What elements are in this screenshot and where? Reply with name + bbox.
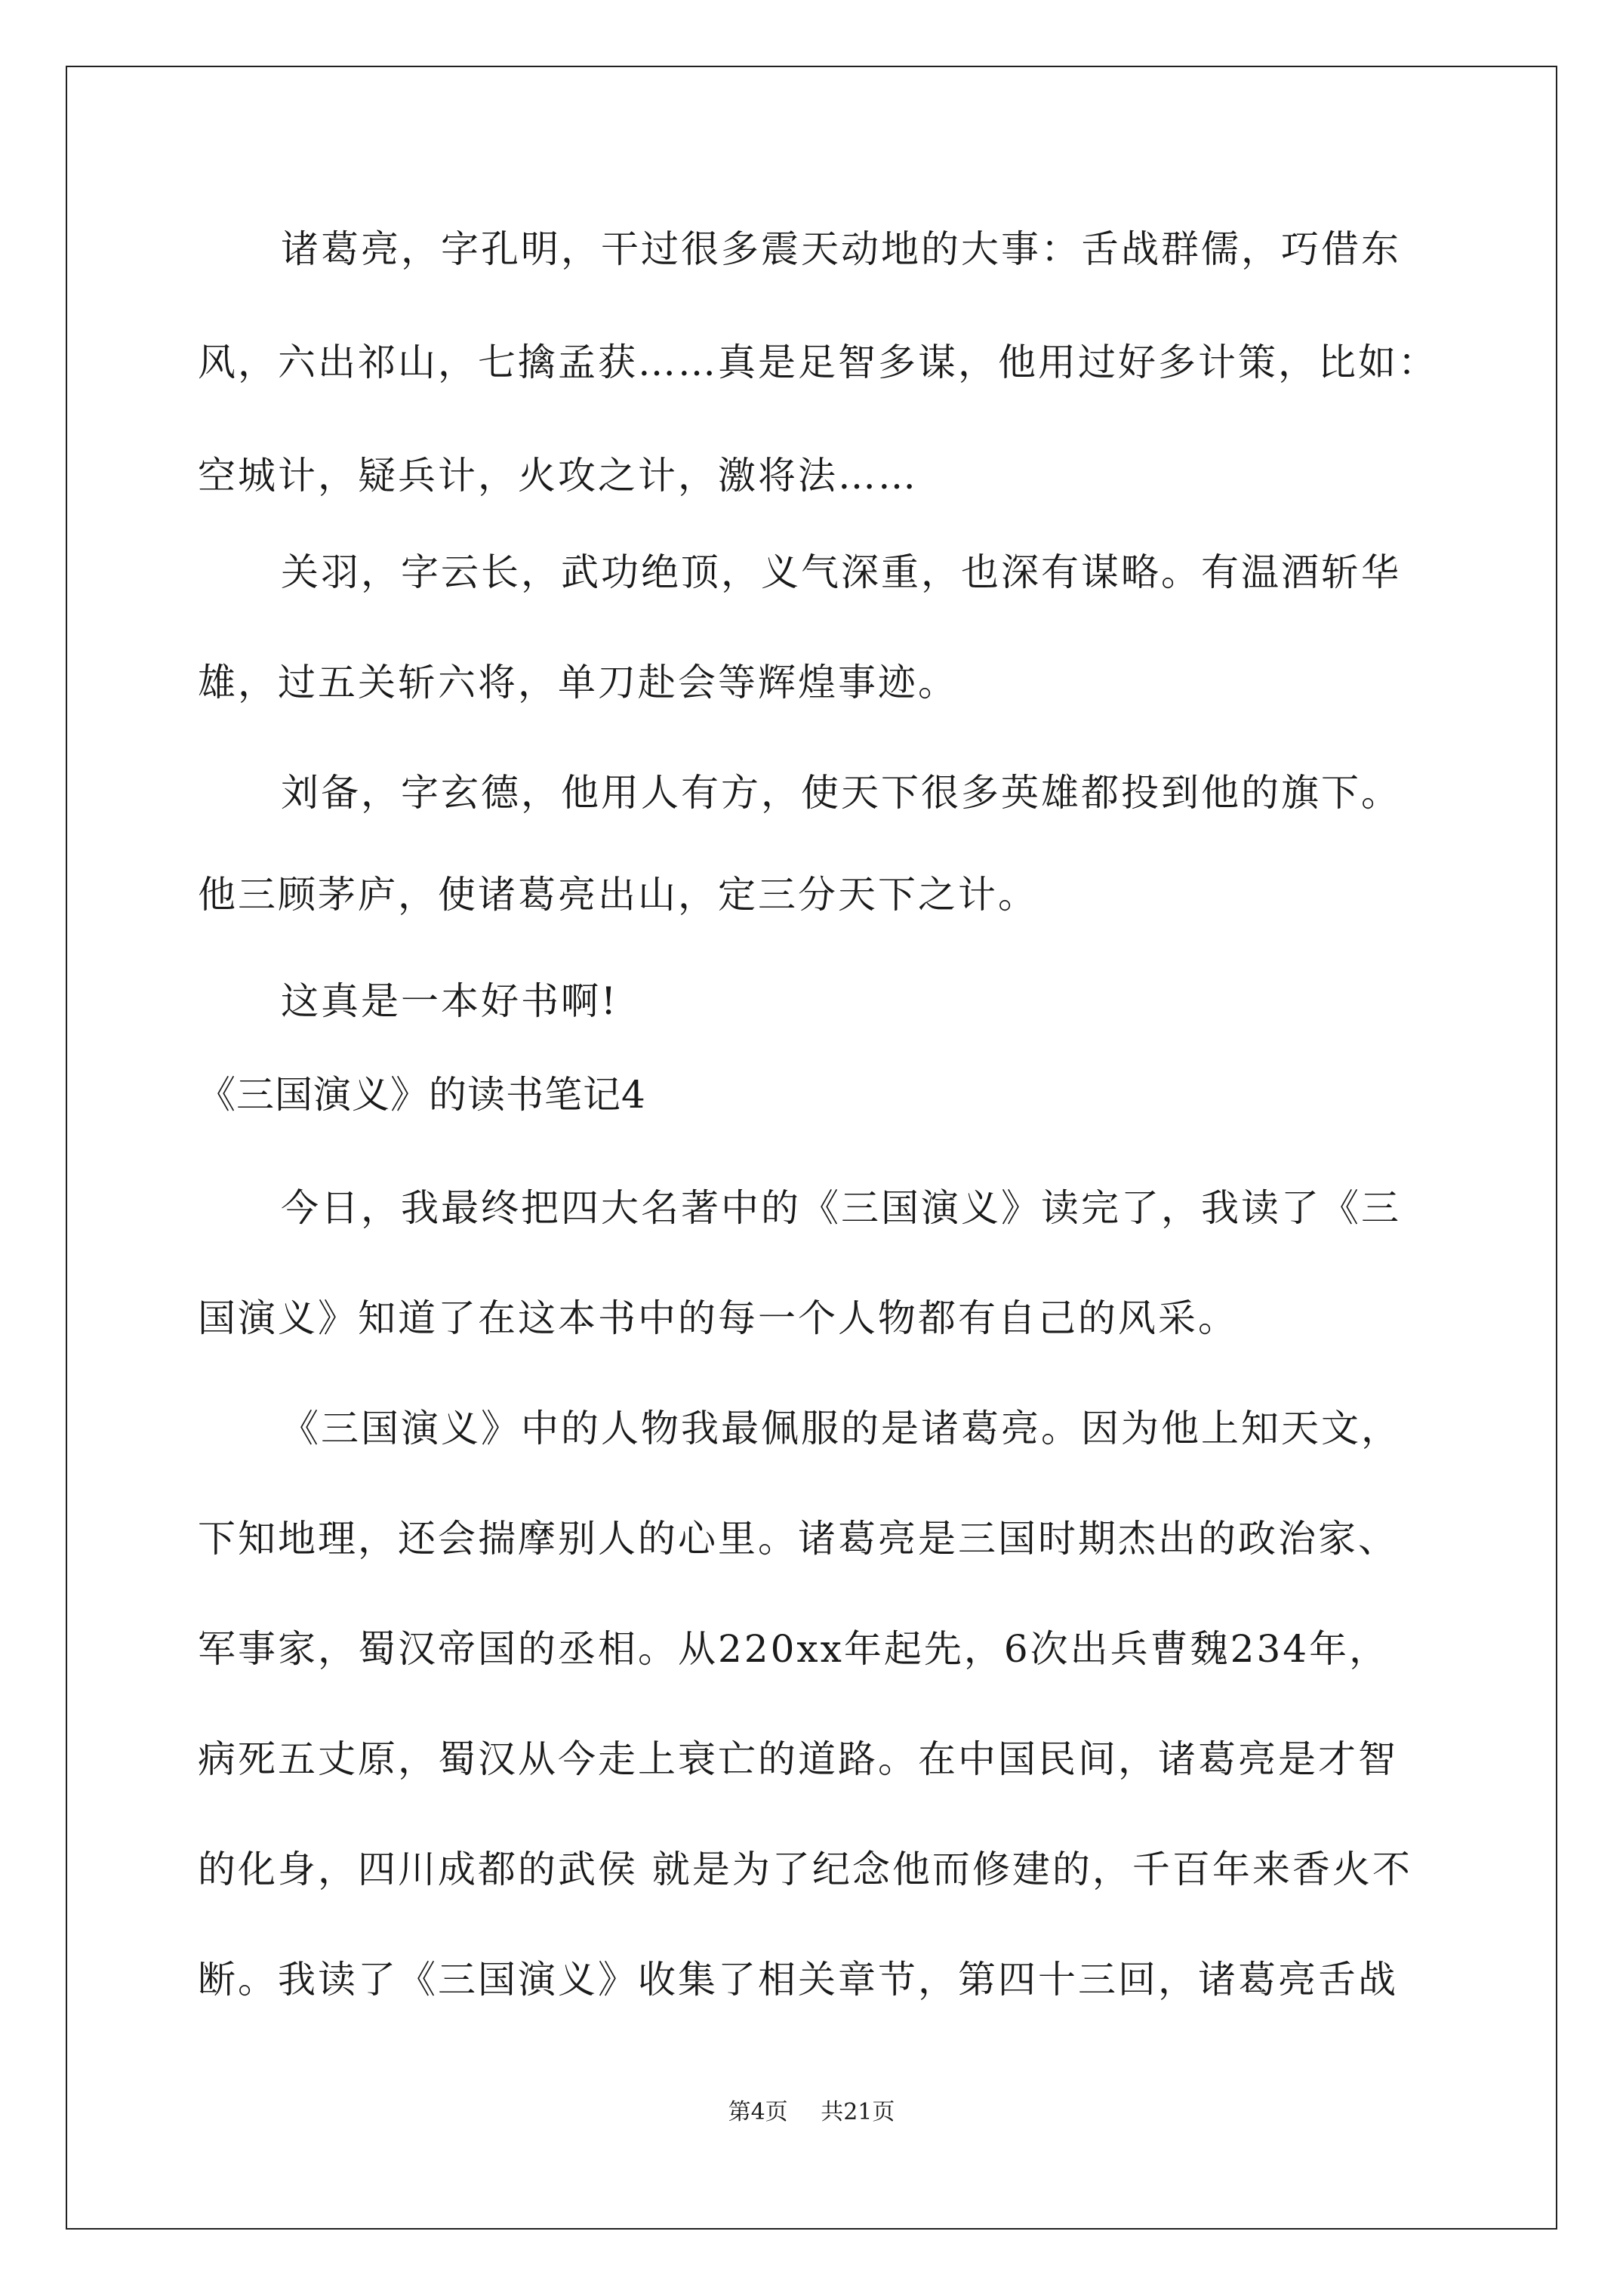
paragraph-line: 雄，过五关斩六将，单刀赴会等辉煌事迹。 bbox=[198, 661, 958, 704]
page-total: 共21页 bbox=[821, 2099, 895, 2125]
paragraph-line: 这真是一本好书啊! bbox=[281, 979, 619, 1023]
paragraph-line: 关羽，字云长，武功绝顶，义气深重，也深有谋略。有温酒斩华 bbox=[281, 550, 1401, 594]
paragraph-line: 病死五丈原，蜀汉从今走上衰亡的道路。在中国民间，诸葛亮是才智 bbox=[198, 1737, 1398, 1781]
page-footer bbox=[0, 2097, 1623, 2128]
section-heading: 《三国演义》的读书笔记4 bbox=[198, 1073, 646, 1117]
paragraph-line: 《三国演义》中的人物我最佩服的是诸葛亮。因为他上知天文， bbox=[281, 1407, 1401, 1450]
paragraph-line: 国演义》知道了在这本书中的每一个人物都有自己的风采。 bbox=[198, 1296, 1238, 1340]
paragraph-line: 诸葛亮，字孔明，干过很多震天动地的大事：舌战群儒，巧借东 bbox=[281, 227, 1401, 271]
page-border bbox=[66, 66, 1557, 2230]
paragraph-line: 断。我读了《三国演义》收集了相关章节，第四十三回，诸葛亮舌战 bbox=[198, 1958, 1398, 2002]
paragraph-line: 今日，我最终把四大名著中的《三国演义》读完了，我读了《三 bbox=[281, 1186, 1401, 1230]
paragraph-line: 下知地理，还会揣摩别人的心里。诸葛亮是三国时期杰出的政治家、 bbox=[198, 1517, 1398, 1561]
paragraph-line: 的化身，四川成都的武侯 就是为了纪念他而修建的，千百年来香火不 bbox=[198, 1848, 1412, 1891]
paragraph-line: 刘备，字玄德，他用人有方，使天下很多英雄都投到他的旗下。 bbox=[281, 771, 1401, 815]
paragraph-line: 风，六出祁山，七擒孟获……真是足智多谋，他用过好多计策，比如： bbox=[198, 341, 1438, 384]
paragraph-line: 他三顾茅庐，使诸葛亮出山，定三分天下之计。 bbox=[198, 873, 1038, 917]
paragraph-line: 军事家，蜀汉帝国的丞相。从220xx年起先，6次出兵曹魏234年， bbox=[198, 1627, 1390, 1671]
paragraph-line: 空城计，疑兵计，火攻之计，激将法…… bbox=[198, 454, 918, 498]
page-number: 第4页 bbox=[728, 2099, 788, 2125]
